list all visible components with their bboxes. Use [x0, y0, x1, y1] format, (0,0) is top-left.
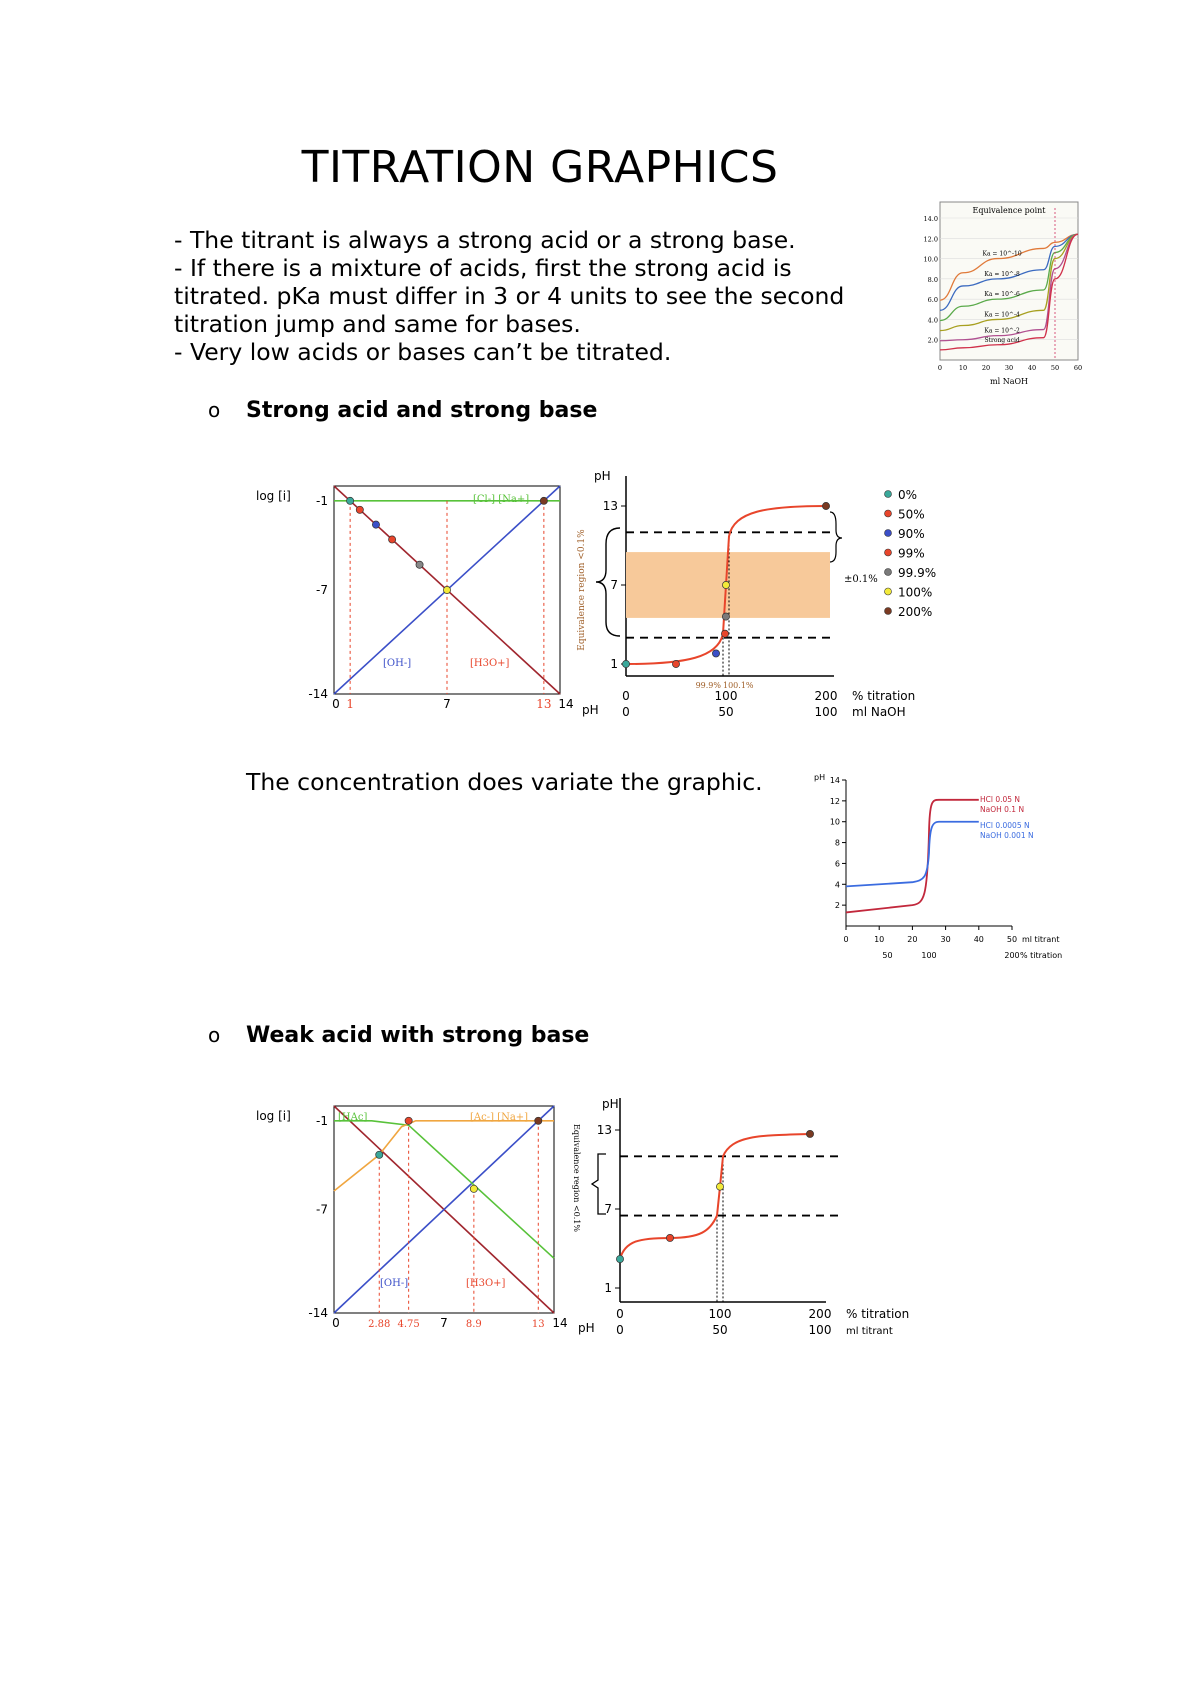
data-point: [616, 1255, 623, 1262]
x-tick-label: 13: [531, 1319, 545, 1330]
species-label: [OH-]: [383, 658, 412, 669]
x-tick-label: 13: [536, 697, 552, 711]
y-axis-label: pH: [602, 1097, 619, 1111]
y-tick-label: 14.0: [923, 215, 938, 223]
legend-label: 99.9%: [898, 566, 937, 580]
ac-line: [334, 1121, 554, 1191]
y-tick-label: 12: [829, 796, 840, 806]
data-point: [721, 630, 728, 637]
y-tick-label: -7: [316, 1202, 328, 1217]
y-tick-label: 6.0: [927, 296, 938, 305]
x-tick-label: 2.88: [368, 1319, 391, 1330]
y-tick-label: 2.0: [927, 336, 938, 345]
data-point: [722, 581, 729, 588]
x2-tick-label: 50: [712, 1323, 728, 1337]
x-tick-label: 0: [622, 689, 630, 703]
legend-marker: [885, 530, 892, 537]
section-title: Strong acid and strong base: [246, 398, 598, 423]
y-tick-label: 7: [604, 1202, 612, 1216]
legend-label: 200%: [898, 605, 933, 619]
band-label: ±0.1%: [844, 574, 878, 585]
x-tick-label: 40: [1027, 364, 1037, 372]
y-tick-label: 8.0: [927, 275, 938, 284]
legend-label: 100%: [898, 585, 933, 600]
y-tick-label: 7: [610, 578, 618, 592]
x-tick-label: 7: [443, 697, 451, 711]
y-tick-label: 6: [834, 859, 840, 869]
data-point: [389, 536, 396, 543]
x-tick-label: 4.75: [397, 1319, 420, 1330]
data-point: [672, 660, 679, 667]
intro-line: titrated. pKa must differ in 3 or 4 units to see the second: [174, 282, 845, 310]
data-point: [470, 1185, 477, 1192]
x2-tick-label: 0: [622, 705, 630, 719]
data-point: [405, 1117, 412, 1124]
data-point: [822, 502, 829, 509]
series-label: NaOH 0.1 N: [980, 805, 1025, 814]
y-tick-label: 10: [829, 817, 840, 827]
x-tick-label: 20: [981, 364, 991, 372]
x2-tick-label: 50: [882, 951, 893, 960]
y-tick-label: -1: [316, 493, 328, 508]
concentration-chart: [812, 768, 1072, 988]
equivalence-label: Equivalence region <0.1%: [577, 529, 587, 651]
y-tick-label: -14: [308, 1306, 328, 1320]
equivalence-label: Equivalence region <0.1%: [572, 1124, 581, 1232]
x-axis-label: pH: [578, 1321, 595, 1335]
x-tick-label: 40: [973, 935, 984, 944]
series-line: [846, 800, 979, 913]
x-tick-label: 0: [937, 364, 943, 372]
data-point: [535, 1117, 542, 1124]
x-axis-label: ml titrant: [1022, 935, 1060, 944]
species-label: [Cl-] [Na+]: [473, 494, 530, 505]
series-label: NaOH 0.001 N: [980, 831, 1034, 840]
y-tick-label: -7: [316, 583, 328, 597]
x-tick-label: 200: [814, 689, 838, 703]
x-tick-label: 7: [440, 1316, 448, 1330]
section-title: Weak acid with strong base: [246, 1023, 590, 1048]
intro-line: - If there is a mixture of acids, first the strong acid is: [174, 254, 792, 282]
strong-log-chart: [248, 478, 608, 730]
data-point: [806, 1130, 813, 1137]
legend-label: 99%: [898, 546, 925, 561]
legend-marker: [885, 588, 892, 595]
y-axis-label: pH: [814, 773, 826, 782]
x-tick-label: 0: [332, 697, 340, 711]
x-tick-label: 0: [616, 1307, 624, 1321]
series-label: HCl 0.05 N: [980, 795, 1021, 804]
series-label: Strong acid: [984, 336, 1020, 344]
y-tick-label: 4: [834, 880, 840, 890]
intro-text: [174, 226, 894, 366]
weak-titration-chart: [572, 1090, 990, 1350]
y-axis-label: pH: [594, 469, 611, 483]
y-tick-label: -1: [316, 1113, 328, 1128]
data-point: [540, 497, 547, 504]
species-label: [H3O+]: [470, 658, 510, 669]
page-title: TITRATION GRAPHICS: [301, 142, 779, 193]
x2-axis-label: ml titrant: [846, 1326, 893, 1337]
y-tick-label: 14: [829, 776, 840, 785]
x-tick-label: 50: [1006, 935, 1018, 944]
x-tick-label: 8.9: [465, 1319, 482, 1330]
dotted-label: 100.1%: [723, 681, 754, 690]
section-heading-strong: [208, 398, 597, 423]
legend-label: 0%: [898, 488, 918, 502]
y-tick-label: -14: [308, 687, 328, 701]
x2-axis-label: ml NaOH: [852, 705, 906, 719]
data-point: [347, 497, 354, 504]
y-tick-label: 13: [596, 1123, 612, 1137]
strong-titration-chart: [577, 464, 1016, 734]
bullet-marker: o: [208, 398, 221, 422]
data-point: [376, 1151, 383, 1158]
series-label: Ka = 10^-2: [984, 327, 1020, 335]
series-label: Ka = 10^-8: [984, 270, 1020, 278]
hac-line: [334, 1121, 554, 1259]
x-tick-label: 100: [714, 689, 738, 703]
species-label: [Ac-] [Na+]: [470, 1112, 529, 1123]
dotted-label: 99.9%: [695, 681, 721, 690]
series-label: HCl 0.0005 N: [980, 821, 1030, 830]
species-label: [HAc]: [338, 1112, 368, 1123]
series-label: Ka = 10^-6: [984, 291, 1020, 299]
x2-axis-label: % titration: [1020, 951, 1063, 960]
x-tick-label: 14: [552, 1316, 568, 1330]
data-point: [622, 660, 629, 667]
intro-line: titration jump and same for bases.: [174, 310, 581, 338]
x2-tick-label: 100: [814, 705, 838, 719]
y-tick-label: 12.0: [923, 235, 938, 244]
series-line: [846, 822, 979, 887]
y-tick-label: 1: [610, 657, 618, 671]
x-tick-label: 50: [1050, 364, 1060, 372]
x2-tick-label: 200: [1004, 951, 1020, 960]
x-tick-label: 20: [907, 935, 918, 944]
legend-marker: [885, 491, 892, 498]
legend-marker: [885, 608, 892, 615]
x2-tick-label: 100: [808, 1323, 832, 1337]
x2-tick-label: 0: [616, 1323, 624, 1337]
brace-right: [830, 512, 842, 562]
x2-tick-label: 50: [718, 705, 734, 719]
x-tick-label: 0: [843, 935, 849, 944]
y-axis-label: log [i]: [256, 489, 291, 503]
x-tick-label: 0: [332, 1316, 340, 1330]
y-tick-label: 13: [602, 499, 618, 513]
x-tick-label: 10: [874, 935, 885, 944]
x-axis-label: % titration: [846, 1307, 910, 1321]
x-tick-label: 14: [558, 697, 574, 711]
data-point: [443, 586, 450, 593]
legend-label: 90%: [898, 527, 925, 541]
data-point: [716, 1183, 723, 1190]
y-tick-label: 10.0: [923, 255, 938, 264]
x-tick-label: 60: [1073, 364, 1083, 372]
x-tick-label: 100: [708, 1307, 732, 1321]
x-tick-label: 200: [808, 1307, 832, 1321]
titration-curve: [620, 1134, 810, 1259]
series-label: Ka = 10^-4: [984, 311, 1020, 319]
x-tick-label: 10: [958, 364, 968, 372]
data-point: [356, 506, 363, 513]
x-axis-label: % titration: [852, 689, 916, 703]
x-tick-label: 30: [940, 935, 951, 944]
y-tick-label: 8: [834, 838, 840, 848]
x-tick-label: 1: [346, 697, 354, 711]
legend-label: 50%: [898, 507, 925, 522]
weak-log-chart: [248, 1098, 608, 1350]
chart-title: Equivalence point: [972, 206, 1046, 215]
legend-marker: [885, 510, 892, 517]
y-axis-label: log [i]: [256, 1109, 291, 1123]
data-point: [666, 1234, 673, 1241]
legend-marker: [885, 569, 892, 576]
y-tick-label: 4.0: [927, 316, 938, 325]
data-point: [712, 650, 719, 657]
x-tick-label: 30: [1004, 364, 1014, 372]
x-axis-label: ml NaOH: [990, 377, 1028, 386]
data-point: [416, 561, 423, 568]
intro-line: - Very low acids or bases can’t be titrated.: [174, 338, 672, 366]
series-label: Ka = 10^-10: [982, 250, 1022, 258]
equivalence-inset-chart: [920, 198, 1090, 388]
bullet-marker: o: [208, 1023, 221, 1047]
species-label: [H3O+]: [466, 1278, 506, 1289]
species-label: [OH-]: [380, 1278, 409, 1289]
legend-marker: [885, 549, 892, 556]
x2-tick-label: 100: [921, 951, 937, 960]
concentration-note: The concentration does variate the graphic.: [246, 768, 763, 796]
data-point: [372, 521, 379, 528]
x-axis-label: pH: [582, 703, 599, 717]
intro-line: - The titrant is always a strong acid or a strong base.: [174, 226, 796, 254]
y-tick-label: 1: [604, 1281, 612, 1295]
y-tick-label: 2: [834, 901, 840, 911]
section-heading-weak: [208, 1023, 589, 1048]
data-point: [722, 613, 729, 620]
